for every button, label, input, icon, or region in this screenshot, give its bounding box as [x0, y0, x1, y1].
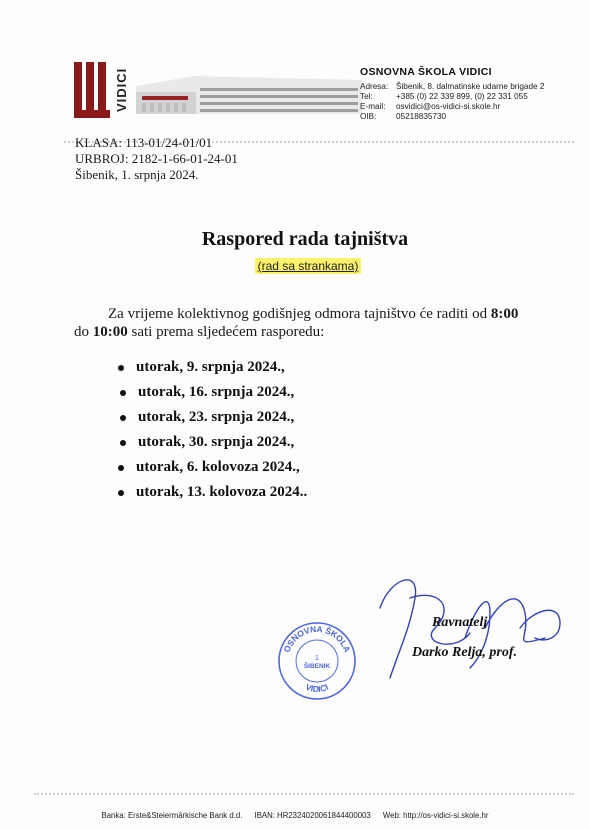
address-label: Adresa:	[360, 82, 389, 91]
school-contact-block	[360, 66, 575, 122]
schedule-date: utorak, 6. kolovoza 2024.,	[136, 459, 300, 475]
intro-paragraph	[74, 305, 558, 341]
schedule-date: utorak, 9. srpnja 2024.,	[136, 359, 285, 375]
oib-label: OIB:	[360, 112, 377, 121]
document-title: Raspored rada tajništva	[201, 228, 409, 250]
document-meta	[75, 135, 238, 183]
email-value: osvidici@os-vidici-si.skole.hr	[396, 102, 501, 111]
list-item	[118, 480, 307, 505]
signature-role: Ravnatelj	[432, 615, 488, 630]
stamp-bottom-text: VIDICI	[304, 681, 330, 695]
signature-name: Darko Relja, prof.	[412, 645, 517, 660]
intro-text-part1: Za vrijeme kolektivnog godišnjeg odmora tajništvo će raditi od	[108, 306, 491, 322]
logo-mark-icon	[74, 62, 112, 118]
intro-time-to: 10:00	[92, 324, 128, 340]
schedule-date: utorak, 30. srpnja 2024.,	[138, 434, 295, 450]
bullet-icon	[120, 440, 126, 446]
list-item	[120, 380, 307, 405]
stamp-city: ŠIBENIK	[303, 663, 331, 670]
address-row	[360, 82, 575, 92]
list-item	[118, 355, 307, 380]
oib-value: 05218835730	[396, 112, 447, 121]
footer-bank: Banka: Erste&Steiermärkische Bank d.d.	[101, 811, 243, 820]
footer	[0, 811, 590, 820]
school-building-icon	[134, 70, 364, 118]
phone-label: Tel:	[360, 92, 373, 101]
email-row	[360, 102, 575, 112]
logo-text: VIDICI	[114, 67, 129, 113]
urbroj-line: URBROJ: 2182-1-66-01-24-01	[75, 151, 238, 166]
bullet-icon	[120, 390, 126, 396]
schedule-list	[118, 355, 307, 505]
oib-row	[360, 112, 575, 122]
bullet-icon	[118, 365, 124, 371]
intro-text-part3: sati prema sljedećem rasporedu:	[127, 324, 325, 340]
schedule-date: utorak, 13. kolovoza 2024..	[136, 484, 308, 500]
place-date-line: Šibenik, 1. srpnja 2024.	[75, 167, 199, 182]
list-item	[120, 405, 307, 430]
school-name: OSNOVNA ŠKOLA VIDICI	[360, 66, 492, 78]
signature-block	[412, 604, 517, 672]
bullet-icon	[120, 415, 126, 421]
bullet-icon	[118, 465, 124, 471]
footer-divider	[34, 793, 574, 795]
email-label: E-mail:	[360, 102, 386, 111]
intro-text-part2: do	[74, 324, 93, 340]
school-stamp-icon	[276, 620, 358, 702]
document-subtitle: (rad sa strankama)	[255, 258, 362, 274]
klasa-line: KLASA: 113-01/24-01/01	[75, 135, 213, 150]
schedule-date: utorak, 16. srpnja 2024.,	[138, 384, 295, 400]
stamp-number: 1	[315, 655, 319, 662]
stamp-top-text: OSNOVNA ŠKOLA	[281, 623, 353, 654]
subtitle-wrapper	[0, 257, 590, 275]
address-value: Šibenik, 8. dalmatinske udarne brigade 2	[396, 82, 545, 91]
list-item	[118, 455, 307, 480]
phone-row	[360, 92, 575, 102]
bullet-icon	[118, 490, 124, 496]
svg-text:OSNOVNA ŠKOLA	[282, 624, 353, 654]
phone-value: +385 (0) 22 339 899, (0) 22 331 055	[396, 92, 528, 101]
footer-web: Web: http://os-vidici-si.skole.hr	[382, 811, 489, 820]
school-logo	[74, 58, 364, 128]
list-item	[120, 430, 307, 455]
intro-time-from: 8:00	[490, 306, 519, 322]
footer-iban: IBAN: HR2324020061844400003	[254, 811, 371, 820]
svg-text:VIDICI	[304, 682, 330, 694]
schedule-date: utorak, 23. srpnja 2024.,	[138, 409, 295, 425]
